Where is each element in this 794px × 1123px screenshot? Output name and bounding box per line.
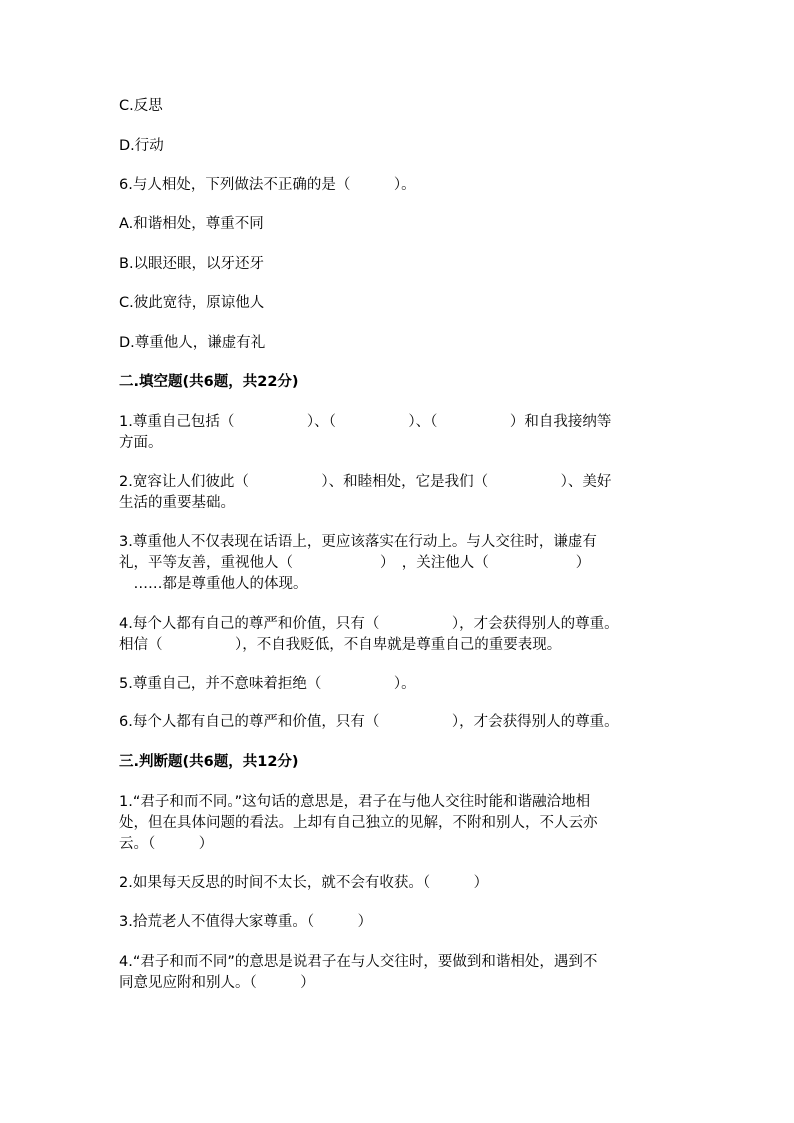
fill-q2-line2: 生活的重要基础。 <box>119 495 235 511</box>
q6-option-a: A.和谐相处，尊重不同 <box>119 216 264 232</box>
judge-q1-line1: 1.“君子和而不同。”这句话的意思是，君子在与他人交往时能和谐融洽地相 <box>119 794 591 810</box>
judge-q2: 2.如果每天反思的时间不太长，就不会有收获。（ ） <box>119 875 489 891</box>
section-heading-fill-blank: 二.填空题(共6题，共22分) <box>119 374 299 390</box>
judge-q1-line2: 处，但在具体问题的看法。上却有自己独立的见解，不附和别人，不人云亦 <box>119 815 598 831</box>
judge-q4-line1: 4.“君子和而不同”的意思是说君子在与人交往时，要做到和谐相处，遇到不 <box>119 954 598 970</box>
fill-q3-line1: 3.尊重他人不仅表现在话语上，更应该落实在行动上。与人交往时，谦虚有 <box>119 534 597 550</box>
q6-option-d: D.尊重他人，谦虚有礼 <box>119 335 266 351</box>
fill-q3-line3: ……都是尊重他人的体现。 <box>119 576 308 592</box>
q6-stem: 6.与人相处，下列做法不正确的是（ ）。 <box>119 177 416 193</box>
q6-option-b: B.以眼还眼，以牙还牙 <box>119 256 265 272</box>
fill-q1-line1: 1.尊重自己包括（ ）、（ ）、（ ）和自我接纳等 <box>119 414 612 430</box>
fill-q2-line1: 2.宽容让人们彼此（ ）、和睦相处，它是我们（ ）、美好 <box>119 474 612 490</box>
fill-q6: 6.每个人都有自己的尊严和价值，只有（ ），才会获得别人的尊重。 <box>119 714 619 730</box>
fill-q1-line2: 方面。 <box>119 435 163 451</box>
fill-q3-line2: 礼，平等友善，重视他人（ ） ，关注他人（ ） <box>119 555 591 571</box>
judge-q4-line2: 同意见应附和别人。（ ） <box>119 975 315 991</box>
fill-q4-line2: 相信（ ），不自我贬低，不自卑就是尊重自己的重要表现。 <box>119 637 562 653</box>
q5-option-d: D.行动 <box>119 138 164 154</box>
fill-q4-line1: 4.每个人都有自己的尊严和价值，只有（ ），才会获得别人的尊重。 <box>119 616 619 632</box>
judge-q3: 3.拾荒老人不值得大家尊重。（ ） <box>119 914 373 930</box>
section-heading-judgement: 三.判断题(共6题，共12分) <box>119 754 299 770</box>
q5-option-c: C.反思 <box>119 98 163 114</box>
q6-option-c: C.彼此宽待，原谅他人 <box>119 295 265 311</box>
fill-q5: 5.尊重自己，并不意味着拒绝（ ）。 <box>119 676 416 692</box>
judge-q1-line3: 云。（ ） <box>119 836 214 852</box>
